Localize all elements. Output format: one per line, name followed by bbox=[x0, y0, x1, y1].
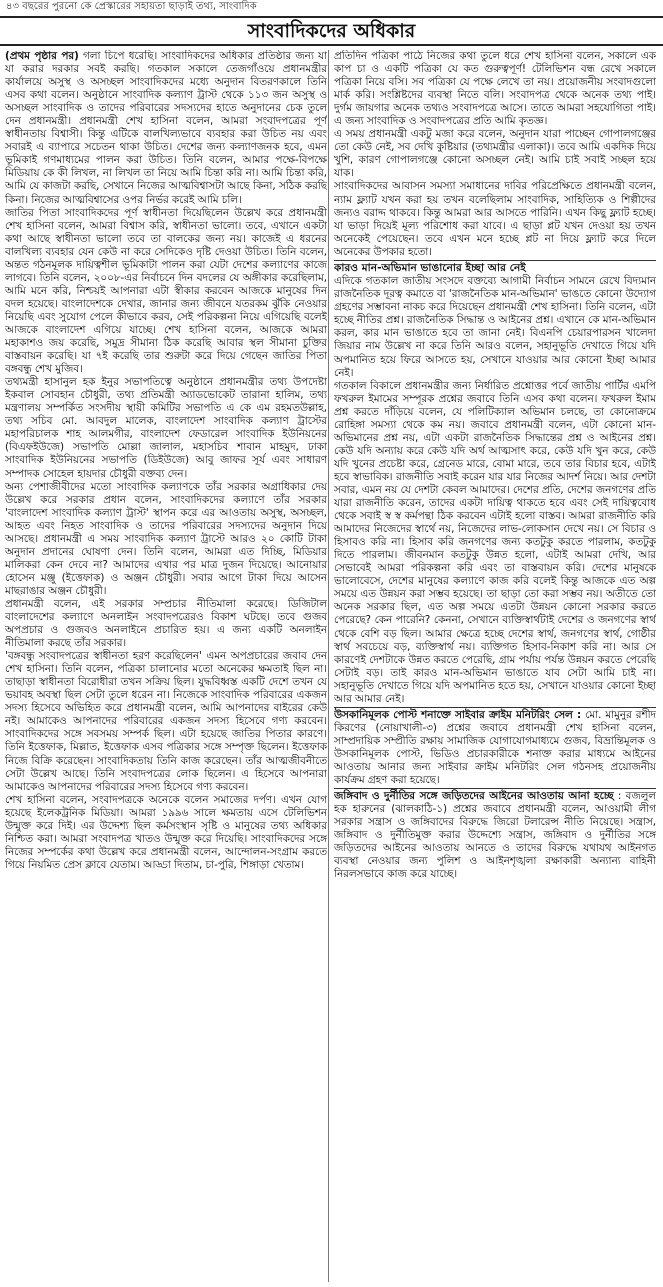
paragraph: জাতির পিতা সাংবাদিকদের পূর্ণ স্বাধীনতা দিয়েছিলেন উল্লেখ করে প্রধানমন্ত্রী শেখ হাসিনা বলেন, আমরা বিশ্বাস করি, স্বাধীনতা ভালো। তবে, এখানে একটা কথা আছে স্বাধীনতা ভালো তবে তা বালকের জন্য নয়। কাজেই এ ধরনের বালখিল্য ব্যবহার যেন কেউ না করে সেদিকেও দৃষ্টি দেওয়া উচিত। তিনি বলেন, অন্তত গঠনমূলক দায়িত্বশীল ভূমিকাটা পালন করা যেটা দেশের কল্যাণের কাজে লাগবে। তিনি বলেন, ২০০৮-এর নির্বাচনে দিন বদলের যে অঙ্গীকার করেছিলাম, আমি মনে করি, নিশ্চয়ই আপনারা এটা স্বীকার করবেন আজকে মানুষের দিন বদল হয়েছে। বাংলাদেশকে দেখার, জানার জন্য জীবনে যতরকম ঝুঁকি নেওয়ার নিয়েছি এবং সুযোগ পেলে কীভাবে করব, সেই পরিকল্পনা নিয়ে এগিয়েছি বলেই আজকে বাংলাদেশ এগিয়ে যাচ্ছে। শেখ হাসিনা বলেন, আজকে আমরা মহাকাশও জয় করেছি, সমুদ্র সীমানা ঠিক করেছি আবার স্থল সীমানা চুক্তির বাস্তবায়ন করেছি। যা ৭ই করেছি তার শুরুটা করে দিয়ে গেছেন জাতির পিতা বঙ্গবন্ধু শেখ মুজিব। bbox=[5, 206, 327, 376]
paragraph: এ সময় প্রধানমন্ত্রী একটু মজা করে বলেন, অনুদান যারা পাচ্ছেন গোপালগঞ্জের তো কেউ নেই, সব দেখি কুষ্টিয়ার (তথ্যমন্ত্রীর এলাকা)। তবে আমি একদিক দিয়ে খুশি, কারণ গোপালগঞ্জে কোনো অসচ্ছল নেই। আমি চাই সবাই সচ্ছল হয়ে যাক। bbox=[334, 128, 656, 180]
right-column bbox=[334, 50, 656, 1282]
paragraph bbox=[5, 50, 327, 207]
column-divider bbox=[328, 50, 329, 1282]
paragraph: প্রধানমন্ত্রী বলেন, এই সরকার সম্প্রচার নীতিমালা করেছে। ডিজিটাল বাংলাদেশের কল্যাণে অনলাইন সংবাদপত্রেরও বিকাশ ঘটছে। তবে গুজব অপপ্রচার ও গুজবও অনলাইনে প্রচারিত হয়। এ জন্য একটি অনলাইন নীতিমালা করছে তাঁর সরকার। bbox=[5, 597, 327, 650]
paragraph: সাংবাদিকদের আবাসন সমস্যা সমাধানের দাবির পরিপ্রেক্ষিতে প্রধানমন্ত্রী বলেন, ন্যাম ফ্ল্যাট যখন করা হয় তখন বলেছিলাম সাংবাদিক, সাহিত্যিক ও শিল্পীদের জন্যও বরাদ্দ থাকবে। কিন্তু আমরা আর আসতে পারিনি। এখন কিছু ফ্ল্যাট হচ্ছে। যা ভাড়া দিয়েই মূল্য পরিশোধ করা যাবে। এ ছাড়া প্লট যখন দেওয়া হয় তখন অনেকেই পেয়েছেন। তবে এখন মনে হচ্ছে প্লট না দিয়ে ফ্ল্যাট করে দিলে অনেকের উপকার হতো। bbox=[334, 180, 656, 258]
top-strip: ৪৩ বছরের পুরনো কে প্রেস্কারের সহায়তা ছাড়াই তথ্য, সাংবাদিক bbox=[6, 1, 257, 12]
section-rule bbox=[334, 707, 656, 708]
paragraph: প্রতিদিন পত্রিকা পাঠে নিজের কথা তুলে ধরে শেখ হাসিনা বলেন, সকালে এক কাপ চা ও একটি পত্রিকা যে কত গুরুত্বপূর্ণ! টেলিভিশন বন্ধ রেখে সকালে পত্রিকা নিয়ে বসি। সব পত্রিকা যে পক্ষে লেখে তা নয়। প্রয়োজনীয় সংবাদগুলো মার্ক করি। সংশ্লিষ্টদের ব্যবস্থা নিতে বলি। সংবাদপত্র থেকে অনেক তথ্য পাই। দুর্গম জায়গার অনেক তথ্যও সংবাদপত্রে আসে। তাতে আমরা সহযোগিতা পাই। এ জন্য সাংবাদিক ও সংবাদপত্রের প্রতি আমি কৃতজ্ঞ। bbox=[334, 50, 656, 128]
subhead-cyber-crime: উসকানিমূলক পোস্ট শনাক্তে সাইবার ক্রাইম মনিটরিং সেল : bbox=[334, 708, 582, 721]
paragraph: 'বঙ্গবন্ধু সংবাদপত্রের স্বাধীনতা হরণ করেছিলেন' এমন অপপ্রচারের জবাব দেন শেখ হাসিনা। তিনি বলেন, পত্রিকা চালানোর মতো অনেকের ক্ষমতাই ছিল না। তাছাড়া স্বাধীনতা বিরোধীরা তখন সক্রিয় ছিল। যুদ্ধবিধ্বস্ত একটি দেশে তখন যে ভয়াবহ অবস্থা ছিল সেটা তুলে ধরেন না। নিজেকে সাংবাদিক পরিবারের একজন সদস্য হিসেবে অভিহিত করে প্রধানমন্ত্রী বলেন, আমি আপনাদের বাইরের কেউ নই। আমাকেও আপনাদের পরিবারের একজন সদস্য হিসেবে গণ্য করবেন। সাংবাদিকদের সঙ্গে সবসময় সম্পর্ক ছিল। এটা হয়েছে জাতির পিতার কারণে। তিনি ইত্তেফাক, মিল্লাত, ইত্তেফাক এসব পত্রিকার সঙ্গে সম্পৃক্ত ছিলেন। ইত্তেফাক নিজে বিক্রি করেছেন। সাংবাদিকতায় তিনি কাজ করেছেন। তাঁর আত্মজীবনীতে সেটা উল্লেখ আছে। তিনি সংবাদপত্রের লোক ছিলেন। এ হিসেবে আপনারা আমাকেও আপনাদের পরিবারের সদস্য হিসেবে গণ্য করবেন। bbox=[5, 650, 327, 793]
left-column bbox=[5, 50, 327, 1282]
paragraph-text: মো. মামুনুর রশীদ কিরণের (নোয়াখালী-৩) প্রশ্নের জবাবে প্রধানমন্ত্রী শেখ হাসিনা বলেন, সাম্প্রদায়িক সম্প্রীতি রক্ষায় সামাজিক যোগাযোগমাধ্যমে গুজব, বিভ্রান্তিমূলক ও উসকানিমূলক পোস্ট, ভিডিও প্রচারকারীকে শনাক্ত করার মাধ্যমে আইনের আওতায় আনার জন্য সাইবার ক্রাইম মনিটরিং সেল গঠনসহ প্রয়োজনীয় কার্যক্রম গ্রহণ করা হয়েছে। bbox=[334, 708, 656, 787]
paragraph: এদিকে গতকাল জাতীয় সংসদে বক্তব্যে আগামী নির্বাচন সামনে রেখে বিদ্যমান রাজনৈতিক দূরত্ব কমাতে বা 'রাজনৈতিক মান-অভিমান' ভাঙতে কোনো উদ্যোগ গ্রহণের সম্ভাবনা নাকচ করে দিয়েছেন প্রধানমন্ত্রী শেখ হাসিনা। তিনি বলেন, এটা হচ্ছে নীতির প্রশ্ন। রাজনৈতিক সিদ্ধান্ত ও আইনের প্রশ্ন। এখানে কে মান-অভিমান করল, কার মান ভাঙাতে হবে তা জানা নেই। বিএনপি চেয়ারপারসন খালেদা জিয়ার নাম উল্লেখ না করে তিনি আরও বলেন, সহানুভূতি দেখাতে গিয়ে যদি অপমানিত হয়ে ফিরে আসতে হয়, সেখানে যাওয়ার আর কোনো ইচ্ছা আমার নেই। bbox=[334, 275, 656, 379]
subhead-political-sentiment: কারও মান-অভিমান ভাঙানোর ইচ্ছা আর নেই bbox=[334, 260, 656, 276]
paragraph: শেখ হাসিনা বলেন, সংবাদপত্রকে অনেকে বলেন সমাজের দর্পণ। এখন যোগ হয়েছে ইলেকট্রনিক মিডিয়া। আমরা ১৯৯৬ সালে ক্ষমতায় এসে টেলিভিশন উন্মুক্ত করে দিই। এর উদ্দেশ্য ছিল কর্মসংস্থান সৃষ্টি ও মানুষের তথ্য অধিকার নিশ্চিত করা। আমরা সংবাদপত্র খাতও উন্মুক্ত করে দিয়েছি। সাংবাদিকদের সঙ্গে নিজের সম্পর্কের কথা উল্লেখ করে প্রধানমন্ত্রী বলেন, আন্দোলন-সংগ্রাম করতে গিয়ে নিয়মিত প্রেস ক্লাবে যেতাম। আড্ডা দিতাম, চা-পুরি, শিঙ্গাড়া খেতাম। bbox=[5, 793, 327, 871]
subhead-militancy: জঙ্গিবাদ ও দুর্নীতির সঙ্গে জড়িতদের আইনের আওতায় আনা হচ্ছে bbox=[334, 790, 614, 803]
section-rule bbox=[334, 788, 656, 789]
paragraph-text: : বজলুল হক হারুনের (ঝালকাঠি-১) প্রশ্নের জবাবে প্রধানমন্ত্রী বলেন, আওয়ামী লীগ সরকার সন্ত্রাস ও জঙ্গিবাদের বিরুদ্ধে জিরো টলারেন্স নীতি নিয়েছে। সন্ত্রাস, জঙ্গিবাদ ও দুর্নীতিমুক্ত করার উদ্দেশ্যে সন্ত্রাস, জঙ্গিবাদ ও দুর্নীতির সঙ্গে জড়িতদের আইনের আওতায় আনতে ও তাদের বিরুদ্ধে যথাযথ আইনগত ব্যবস্থা নেওয়ার জন্য পুলিশ ও আইনশৃঙ্খলা রক্ষাকারী অন্যান্য বাহিনী নিরলসভাবে কাজ করে যাচ্ছে। bbox=[334, 790, 656, 881]
headline: সাংবাদিকদের অধিকার bbox=[247, 20, 416, 42]
paragraph bbox=[334, 709, 656, 787]
headline-bar bbox=[0, 16, 663, 46]
lead-label: (প্রথম পৃষ্ঠার পর) bbox=[5, 50, 79, 62]
paragraph-text: গলা চিপে ধরেছি। সাংবাদিকদের অধিকার প্রতিষ্ঠার জন্য যা যা করার দরকার সবই করছি। গতকাল সকালে তেজগাঁওয়ে প্রধানমন্ত্রীর কার্যালয়ে অসুস্থ ও অসচ্ছল সাংবাদিকদের মধ্যে অনুদান বিতরণকালে তিনি এসব কথা বলেন। অনুষ্ঠানে সাংবাদিক কল্যাণ ট্রাস্ট থেকে ১১৩ জন অসুস্থ ও অসচ্ছল সাংবাদিক ও তাদের পরিবারের সদস্যদের হাতে অনুদানের চেক তুলে দেন প্রধানমন্ত্রী। প্রধানমন্ত্রী শেখ হাসিনা বলেন, আমরা সংবাদপত্রের পূর্ণ স্বাধীনতায় বিশ্বাসী। কিন্তু এটিকে বালখিল্যভাবে ব্যবহার করা উচিত নয় এবং সবারই এ ব্যাপারে সচেতন থাকা উচিত। দেশের জন্য কল্যাণজনক হবে, এমন ভূমিকাই গণমাধ্যমের পালন করা উচিত। তিনি বলেন, আমার পক্ষে-বিপক্ষে মিডিয়ায় কে কী লিখল, না লিখল তা নিয়ে আমি চিন্তা করি না। আমি চিন্তা করি, আমি যে কাজটা করছি, সেখানে নিজের আত্মবিশ্বাসটা আছে কিনা, সঠিক করছি কিনা। নিজের আত্মবিশ্বাসের ওপর নির্ভর করেই আমি চলি। bbox=[5, 50, 327, 206]
paragraph: অন্য পেশাজীবীদের মতো সাংবাদিক কল্যাণকে তাঁর সরকার অগ্রাধিকার দেয় উল্লেখ করে সরকার প্রধান বলেন, সাংবাদিকদের কল্যাণে তাঁর সরকার 'বাংলাদেশ সাংবাদিক কল্যাণ ট্রাস্ট' স্থাপন করে এর আওতায় অসুস্থ, অসচ্ছল, আহত এবং নিহত সাংবাদিক ও তাদের পরিবারের সদস্যদের অনুদান দিয়ে আসছে। প্রধানমন্ত্রী এ সময় সাংবাদিক কল্যাণ ট্রাস্টে আরও ২০ কোটি টাকা অনুদান প্রদানের ঘোষণা দেন। তিনি বলেন, আমরা এত দিচ্ছি, মিডিয়ার মালিকরা কেন দেবে না? আমাদের এখার পর মাত্র দুজন দিয়েছে। আনোয়ার হোসেন মঞ্জু (ইত্তেফাক) ও অঞ্জন চৌধুরী। সবার আগে টাকা দিয়ে আসেন মাছরাঙার অঞ্জন চৌধুরী। bbox=[5, 480, 327, 597]
paragraph bbox=[334, 790, 656, 881]
paragraph: তথ্যমন্ত্রী হাসানুল হক ইনুর সভাপতিত্বে অনুষ্ঠানে প্রধানমন্ত্রীর তথ্য উপদেষ্টা ইকবাল সোবহান চৌধুরী, তথ্য প্রতিমন্ত্রী অ্যাডভোকেট তারানা হালিম, তথ্য মন্ত্রণালয় সম্পর্কিত সংসদীয় স্থায়ী কমিটির সভাপতি এ কে এম রহমতউল্লাহ, তথ্য সচিব মো. আবদুল মালেক, বাংলাদেশ সাংবাদিক কল্যাণ ট্রাস্টের মহাপরিচালক শাহ আলমগীর, বাংলাদেশ ফেডারেল সাংবাদিক ইউনিয়নের (বিএফইউজে) সভাপতি মোল্লা জালাল, মহাসচিব শাবান মাহমুদ, ঢাকা সাংবাদিক ইউনিয়নের সভাপতি (ডিইউজে) আবু জাফর সূর্য এবং সাধারণ সম্পাদক সোহেল হায়দার চৌধুরী বক্তব্য দেন। bbox=[5, 376, 327, 480]
paragraph: গতকাল বিকালে প্রধানমন্ত্রীর জন্য নির্ধারিত প্রশ্নোত্তর পর্বে জাতীয় পার্টির এমপি ফখরুল ইমামের সম্পূরক প্রশ্নের জবাবে তিনি এসব কথা বলেন। ফখরুল ইমাম প্রশ্ন করতে দাঁড়িয়ে বলেন, যে পলিটিক্যাল অভিমান চলছে, তা কোনোক্রমে রোহিঙ্গা সমস্যা থেকে কম নয়। জবাবে প্রধানমন্ত্রী বলেন, এটা কোনো মান-অভিমানের প্রশ্ন নয়, এটা একটা রাজনৈতিক সিদ্ধান্তের প্রশ্ন ও আইনের প্রশ্ন। কেউ যদি অন্যায় করে কেউ যদি অর্থ আত্মসাৎ করে, কেউ যদি খুন করে, কেউ যদি খুনের প্রচেষ্টা করে, গ্রেনেড মারে, বোমা মারে, তবে তার বিচার হবে, এটাই হবে স্বাভাবিক। রাজনীতি সবাই করেন যার যার নিজের আদর্শ নিয়ে। আর দেশটা সবার, এমন নয় যে দেশটা কেবল আমাদের। দেশের প্রতি, দেশের জনগণের প্রতি যারা রাজনীতি করেন, তাদের একটা দায়িত্ব থাকতে হবে এবং সেই দায়িত্ববোধ থেকে সবাই স্ব স্ব কর্মপন্থা ঠিক করবেন এটাই হলো বাস্তব। আমরা রাজনীতি করি আমাদের নিজেদের স্বার্থে নয়, নিজেদের লাভ-লোকসান দেখে নয়। সে বিচার ও হিসাবও করি না। হিসাব করি জনগণের জন্য কতটুকু করতে পারলাম, কতটুকু দিতে পারলাম। জীবনমান কতটুকু উন্নত হলো, এটাই আমরা দেখি, আর সেভাবেই আমরা পরিকল্পনা করি এবং তা বাস্তবায়ন করি। দেশের মানুষকে ভালোবেসে, দেশের মানুষের কল্যাণে কাজ করি বলেই কিন্তু আজকে এত অল্প সময়ে এত উন্নয়ন করা সম্ভব হয়েছে। তা ছাড়া তো করা সম্ভব নয়। অতীতে তো অনেক সরকার ছিল, এত অল্প সময়ে এতটা উন্নয়ন কোনো সরকার করতে পেরেছে? কেন পারেনি? কেননা, সেখানে ব্যক্তিস্বার্থটাই দেশের ও জনগণের স্বার্থ থেকে বেশি বড় ছিল। আমার ক্ষেত্রে হচ্ছে দেশের স্বার্থ, জনগণের স্বার্থ, গোষ্ঠীর স্বার্থ সবচেয়ে বড়, ব্যক্তিস্বার্থ নয়। ব্যক্তিগত হিসাব-নিকাশ করি না। আর সে কারণেই দেশটাকে উন্নত করতে পেরেছি, গ্রাম পর্যায় পর্যন্ত উন্নয়ন করতে পেরেছি সেটাই বড়। তাই কারও মান-অভিমান ভাঙাতে যাব সেটা আমি চাই না। সহানুভূতি দেখাতে গিয়ে যদি অপমানিত হতে হয়, সেখানে যাওয়ার কোনো ইচ্ছা আর আমার নেই। bbox=[334, 379, 656, 705]
